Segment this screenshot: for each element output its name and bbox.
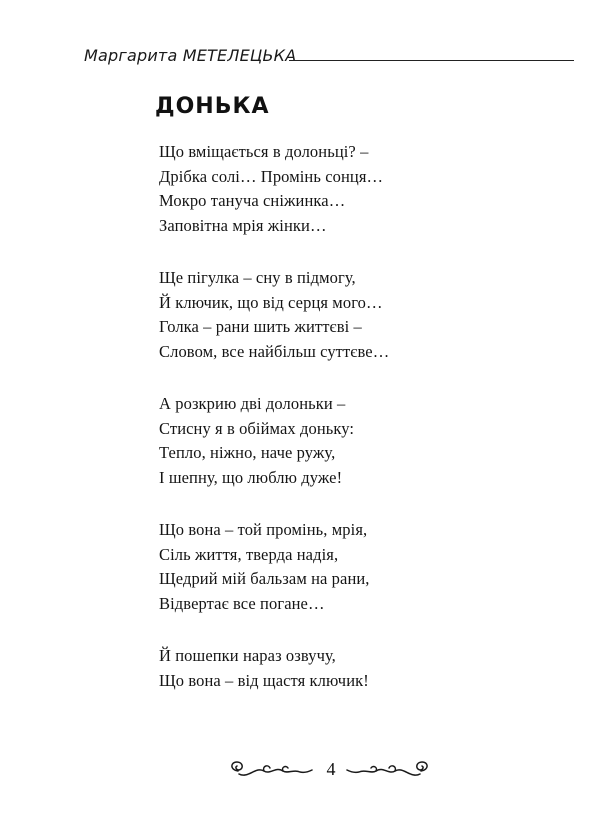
poem-line: Словом, все найбільш суттєве… xyxy=(159,341,390,361)
poem-line: Ще пігулка – сну в підмогу, xyxy=(159,268,356,287)
poem-line: А розкрию дві долоньки – xyxy=(159,394,346,413)
stanza xyxy=(159,644,539,693)
header-rule xyxy=(289,60,574,61)
poem-title: ДОНЬКА xyxy=(155,94,270,119)
poem-line: Мокро тануча сніжинка… xyxy=(159,191,346,210)
page-footer xyxy=(0,755,600,785)
poem-line: Й ключик, що від серця мого… xyxy=(159,292,383,312)
poem-line: Стисну я в обіймах доньку: xyxy=(159,418,355,438)
poem-line: Сіль життя, тверда надія, xyxy=(159,544,339,564)
poem-line: Що вміщається в долоньці? – xyxy=(159,142,369,161)
page-number: 4 xyxy=(326,759,336,779)
poem-line: Дрібка солі… Промінь сонця… xyxy=(159,166,384,186)
poem-line: Голка – рани шить життєві – xyxy=(159,317,362,336)
flourish-ornament-icon xyxy=(345,758,431,782)
poem-line: Й пошепки нараз озвучу, xyxy=(159,646,336,665)
stanza xyxy=(159,518,539,616)
stanza xyxy=(159,140,539,238)
poem-line: Відвертає все погане… xyxy=(159,593,325,613)
poem-line: Що вона – від щастя ключик! xyxy=(159,670,369,690)
poem-line: Щедрий мій бальзам на рани, xyxy=(159,569,370,588)
poem-line: Заповітна мрія жінки… xyxy=(159,215,327,235)
running-header xyxy=(84,42,574,72)
flourish-ornament-icon xyxy=(228,758,314,782)
poem-body xyxy=(159,140,539,721)
poem-line: Тепло, ніжно, наче ружу, xyxy=(159,443,336,462)
poem-line: Що вона – той промінь, мрія, xyxy=(159,520,368,539)
stanza xyxy=(159,392,539,490)
author-name: Маргарита МЕТЕЛЕЦЬКА xyxy=(84,46,297,65)
stanza xyxy=(159,266,539,364)
poem-line: І шепну, що люблю дуже! xyxy=(159,467,343,487)
